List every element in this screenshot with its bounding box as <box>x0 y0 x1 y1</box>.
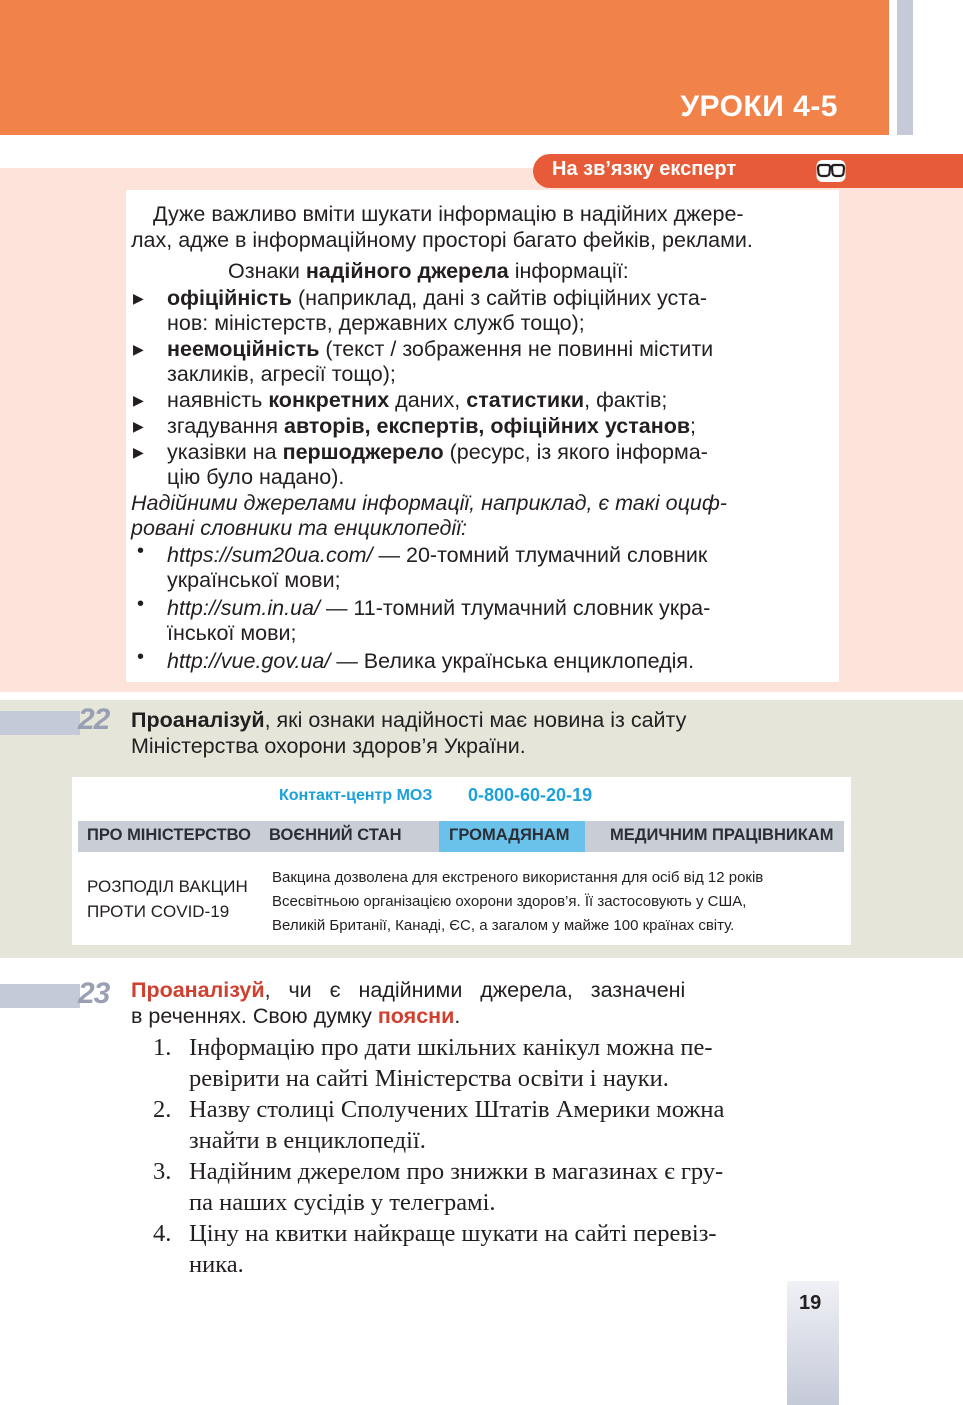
task-23-number-bar <box>0 984 80 1008</box>
bullet-arrow-icon: ▶ <box>133 392 144 408</box>
examples-intro-line-1: Надійними джерелами інформації, наприклад, є такі оциф- <box>131 491 727 515</box>
item-3-line-2: па наших сусідів у телеграмі. <box>189 1189 496 1216</box>
example-1-line-2: української мови; <box>167 568 341 592</box>
example-3-url[interactable]: http://vue.gov.ua/ <box>167 649 331 673</box>
item-3-number: 3. <box>153 1158 172 1185</box>
task-22-line-1: Проаналізуй, які ознаки надійності має новина із сайту <box>131 708 687 732</box>
sign-3-line-1: наявність конкретних даних, статистики, фактів; <box>167 388 668 412</box>
contact-center-label: Контакт-центр МОЗ <box>279 787 433 804</box>
news-title-line-1[interactable]: РОЗПОДІЛ ВАКЦИН <box>87 877 248 896</box>
bullet-arrow-icon: ▶ <box>133 290 144 306</box>
sign-5-line-2: цію було надано). <box>167 465 345 489</box>
example-2-line-2: їнської мови; <box>167 621 297 645</box>
item-1-line-2: ревірити на сайті Міністерства освіти і науки. <box>189 1065 669 1092</box>
menu-item-citizens[interactable]: ГРОМАДЯНАМ <box>449 826 570 844</box>
item-4-line-1: Ціну на квитки найкраще шукати на сайті перевіз- <box>189 1220 717 1247</box>
header-side-strip <box>897 0 913 135</box>
item-3-line-1: Надійним джерелом про знижки в магазинах є гру- <box>189 1158 724 1185</box>
sign-4-line-1: згадування авторів, експертів, офіційних установ; <box>167 414 697 438</box>
menu-item-medical-workers[interactable]: МЕДИЧНИМ ПРАЦІВНИКАМ <box>610 826 834 844</box>
bullet-arrow-icon: ▶ <box>133 341 144 357</box>
task-23-line-1: Проаналізуй, чи є надійними джерела, зазначені <box>131 978 686 1002</box>
page-number: 19 <box>799 1292 822 1314</box>
sign-1-line-1: офіційність (наприклад, дані з сайтів офіційних уста- <box>167 286 708 310</box>
sign-1-line-2: нов: міністерств, державних служб тощо); <box>167 311 585 335</box>
item-4-number: 4. <box>153 1220 172 1247</box>
item-4-line-2: ника. <box>189 1251 244 1278</box>
bullet-arrow-icon: ▶ <box>133 444 144 460</box>
news-title-line-2[interactable]: ПРОТИ COVID-19 <box>87 902 230 921</box>
contact-center-phone[interactable]: 0-800-60-20-19 <box>468 785 593 805</box>
item-1-line-1: Інформацію про дати шкільних канікул можна пе- <box>189 1034 713 1061</box>
example-1-line-1: https://sum20ua.com/ — 20-томний тлумачний словник <box>167 543 708 567</box>
example-2-url[interactable]: http://sum.in.ua/ <box>167 596 320 620</box>
expert-intro-line-1: Дуже важливо вміти шукати інформацію в надійних джере- <box>153 202 744 226</box>
news-text-line-3: Великій Британії, Канаді, ЄС, а загалом у майже 100 країнах світу. <box>272 917 735 934</box>
task-22-line-2: Міністерства охорони здоров’я України. <box>131 734 526 758</box>
menu-item-martial-law[interactable]: ВОЄННИЙ СТАН <box>269 826 402 844</box>
expert-tab-label: На зв’язку експерт <box>552 158 737 180</box>
example-3-line-1: http://vue.gov.ua/ — Велика українська енциклопедія. <box>167 649 695 673</box>
task-23-number: 23 <box>78 977 110 1010</box>
example-1-url[interactable]: https://sum20ua.com/ <box>167 543 373 567</box>
sign-2-line-1: неемоційність (текст / зображення не повинні містити <box>167 337 714 361</box>
news-text-line-1: Вакцина дозволена для екстреного використання для осіб від 12 років <box>272 869 764 886</box>
task-23-line-2: в реченнях. Свою думку поясни. <box>131 1004 461 1028</box>
item-1-number: 1. <box>153 1034 172 1061</box>
task-22-number-bar <box>0 711 80 735</box>
item-2-line-2: знайти в енциклопедії. <box>189 1127 426 1154</box>
bullet-arrow-icon: ▶ <box>133 418 144 434</box>
item-2-number: 2. <box>153 1096 172 1123</box>
signs-heading: Ознаки надійного джерела інформації: <box>228 259 629 283</box>
menu-item-about-ministry[interactable]: ПРО МІНІСТЕРСТВО <box>87 826 252 844</box>
bullet-dot-icon: • <box>137 540 145 562</box>
sign-2-line-2: закликів, агресії тощо); <box>167 362 396 386</box>
task-22-number: 22 <box>78 703 110 736</box>
expert-intro-line-2: лах, адже в інформаційному просторі багато фейків, реклами. <box>131 228 753 252</box>
bullet-dot-icon: • <box>137 593 145 615</box>
glasses-icon <box>816 158 846 184</box>
sign-5-line-1: указівки на першоджерело (ресурс, із якого інформа- <box>167 440 708 464</box>
news-text-line-2: Всесвітньою організацією охорони здоров’я. Її застосовують у США, <box>272 893 747 910</box>
item-2-line-1: Назву столиці Сполучених Штатів Америки можна <box>189 1096 725 1123</box>
example-2-line-1: http://sum.in.ua/ — 11-томний тлумачний словник укра- <box>167 596 711 620</box>
lesson-title: УРОКИ 4-5 <box>680 90 838 123</box>
examples-intro-line-2: ровані словники та енциклопедії: <box>131 516 467 540</box>
bullet-dot-icon: • <box>137 646 145 668</box>
